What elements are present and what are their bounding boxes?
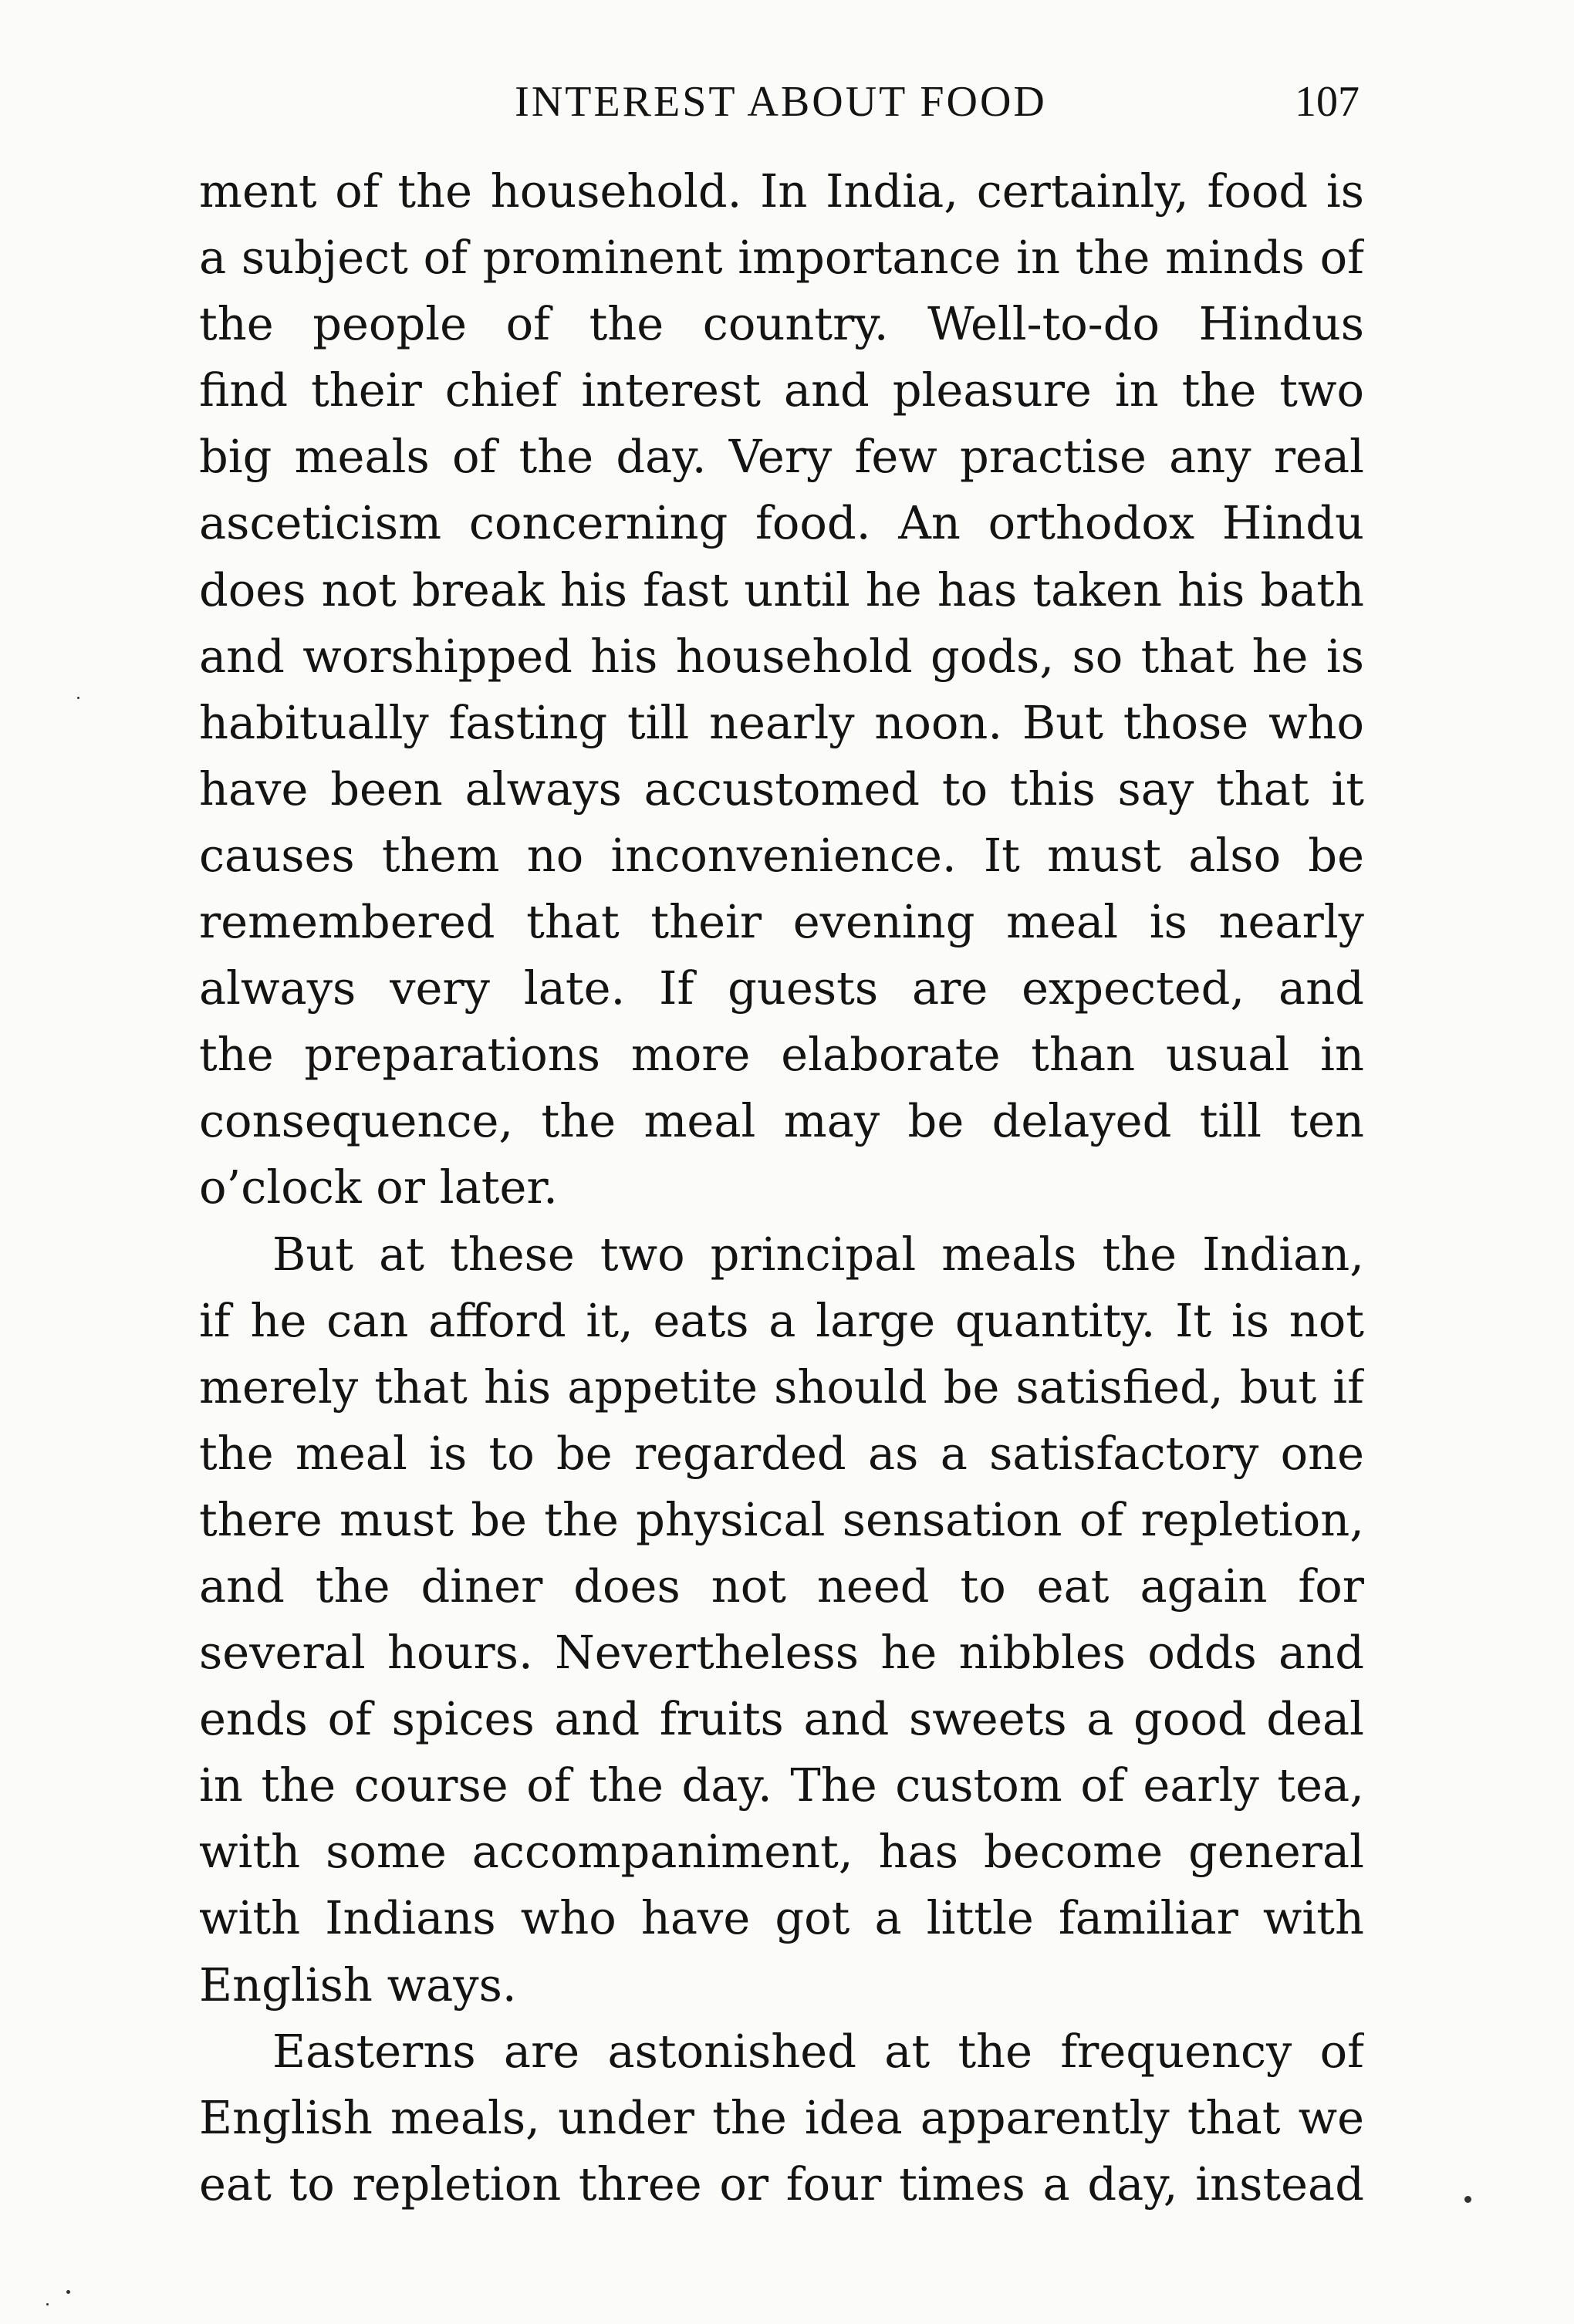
text-line: and the diner does not need to eat again for — [199, 1559, 1364, 1613]
text-line: merely that his appetite should be satisfied, but if — [199, 1360, 1364, 1414]
text-line: a subject of prominent importance in the minds of — [199, 231, 1364, 285]
speck — [1464, 2196, 1471, 2203]
page-header — [202, 71, 1360, 133]
text-line: habitually fasting till nearly noon. But those who — [199, 695, 1364, 749]
text-line: causes them no inconvenience. It must also be — [199, 828, 1364, 882]
text-line: consequence, the meal may be delayed till ten — [199, 1094, 1364, 1148]
text-line: with Indians who have got a little familiar with — [199, 1891, 1364, 1945]
text-line: if he can afford it, eats a large quantity. It is not — [199, 1293, 1364, 1347]
text-line: and worshipped his household gods, so that he is — [199, 629, 1364, 683]
text-line: eat to repletion three or four times a day, instead — [199, 2157, 1364, 2211]
text-line: the preparations more elaborate than usual in — [199, 1028, 1364, 1082]
text-line: ment of the household. In India, certainly, food is — [199, 164, 1364, 218]
speck — [46, 2303, 49, 2305]
speck — [77, 697, 79, 699]
page-number: 107 — [1295, 78, 1360, 126]
text-line: But at these two principal meals the Indian, — [272, 1227, 1364, 1281]
text-line: English meals, under the idea apparently that we — [199, 2090, 1364, 2144]
speck — [66, 2290, 70, 2294]
text-line: ends of spices and fruits and sweets a good deal — [199, 1692, 1364, 1746]
body-text — [199, 158, 1364, 2218]
text-line: in the course of the day. The custom of early tea, — [199, 1758, 1364, 1812]
text-line: always very late. If guests are expected, and — [199, 961, 1364, 1015]
text-line: with some accompaniment, has become general — [199, 1825, 1364, 1879]
text-line: find their chief interest and pleasure in the two — [199, 363, 1364, 417]
text-line: remembered that their evening meal is nearly — [199, 895, 1364, 949]
text-line: asceticism concerning food. An orthodox Hindu — [199, 496, 1364, 550]
text-line: the people of the country. Well-to-do Hindus — [199, 297, 1364, 351]
text-line: have been always accustomed to this say that it — [199, 762, 1364, 816]
text-line: o’clock or later. — [199, 1160, 558, 1214]
text-line: Easterns are astonished at the frequency of — [272, 2024, 1364, 2078]
text-line: several hours. Nevertheless he nibbles odds and — [199, 1626, 1364, 1680]
text-line: there must be the physical sensation of repletion, — [199, 1492, 1364, 1546]
text-line: does not break his fast until he has taken his bath — [199, 562, 1364, 616]
text-line: English ways. — [199, 1957, 517, 2012]
text-line: the meal is to be regarded as a satisfactory one — [199, 1426, 1364, 1480]
running-head: INTEREST ABOUT FOOD — [515, 78, 1047, 126]
text-line: big meals of the day. Very few practise any real — [199, 430, 1364, 484]
